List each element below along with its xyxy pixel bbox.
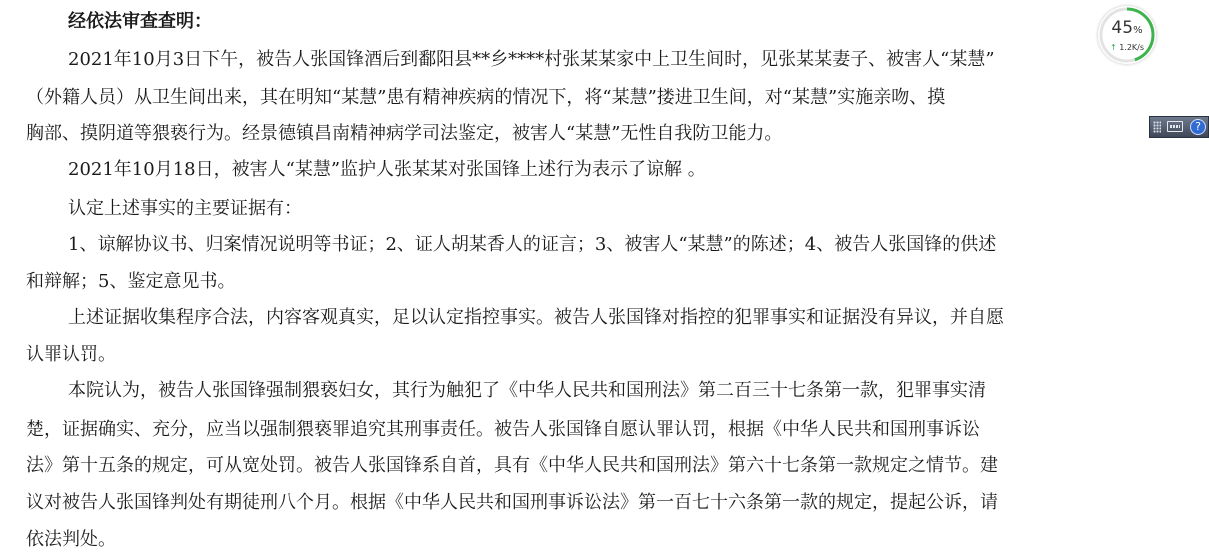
- paragraph-line: 胸部、摸阴道等猥亵行为。经景德镇昌南精神病学司法鉴定，被害人“某慧”无性自我防卫能力。: [26, 123, 783, 144]
- paragraph-line: 认罪认罚。: [26, 344, 116, 365]
- usage-percent: [1098, 18, 1156, 38]
- upload-rate-value: 1.2K/s: [1119, 43, 1145, 52]
- paragraph-line: 议对被告人张国锋判处有期徒刑八个月。根据《中华人民共和国刑事诉讼法》第一百七十六条第一款的规定，提起公诉，请: [26, 492, 998, 513]
- paragraph-line: 认定上述事实的主要证据有：: [68, 198, 302, 219]
- paragraph-line: 1、谅解协议书、归案情况说明等书证；2、证人胡某香人的证言；3、被害人“某慧”的陈述；4、被告人张国锋的供述: [68, 234, 997, 255]
- help-icon[interactable]: ?: [1190, 119, 1206, 135]
- paragraph-line: 上述证据收集程序合法，内容客观真实，足以认定指控事实。被告人张国锋对指控的犯罪事实和证据没有异议，并自愿: [68, 307, 1004, 328]
- paragraph-line: 楚，证据确实、充分，应当以强制猥亵罪追究其刑事责任。被告人张国锋自愿认罪认罚，根据《中华人民共和国刑事诉讼: [26, 419, 980, 440]
- upload-arrow-icon: ↑: [1109, 43, 1117, 52]
- paragraph-line: （外籍人员）从卫生间出来，其在明知“某慧”患有精神疾病的情况下，将“某慧”搂进卫生间，对“某慧”实施亲吻、摸: [26, 87, 946, 108]
- paragraph-line: 法》第十五条的规定，可从宽处罚。被告人张国锋系自首，具有《中华人民共和国刑法》第六十七条第一款规定之情节。建: [26, 455, 998, 476]
- ime-toolbar[interactable]: [1149, 116, 1209, 138]
- usage-percent-value: 45: [1111, 18, 1134, 38]
- network-speed-widget[interactable]: [1098, 6, 1156, 64]
- paragraph-line: 2021年10月18日，被害人“某慧”监护人张某某对张国锋上述行为表示了谅解 。: [68, 159, 706, 180]
- keyboard-icon[interactable]: [1167, 121, 1183, 132]
- usage-percent-sign: %: [1133, 25, 1143, 36]
- paragraph-line: 本院认为，被告人张国锋强制猥亵妇女，其行为触犯了《中华人民共和国刑法》第二百三十七条第一款，犯罪事实清: [68, 380, 986, 401]
- upload-rate: [1098, 43, 1156, 52]
- paragraph-line: 和辩解；5、鉴定意见书。: [26, 271, 236, 292]
- paragraph-line: 依法判处。: [26, 529, 116, 550]
- paragraph-line: 2021年10月3日下午，被告人张国锋酒后到鄱阳县**乡****村张某某家中上卫生间时，见张某某妻子、被害人“某慧”: [68, 49, 995, 70]
- section-heading: 经依法审查查明：: [68, 11, 212, 32]
- grip-icon[interactable]: [1153, 121, 1161, 133]
